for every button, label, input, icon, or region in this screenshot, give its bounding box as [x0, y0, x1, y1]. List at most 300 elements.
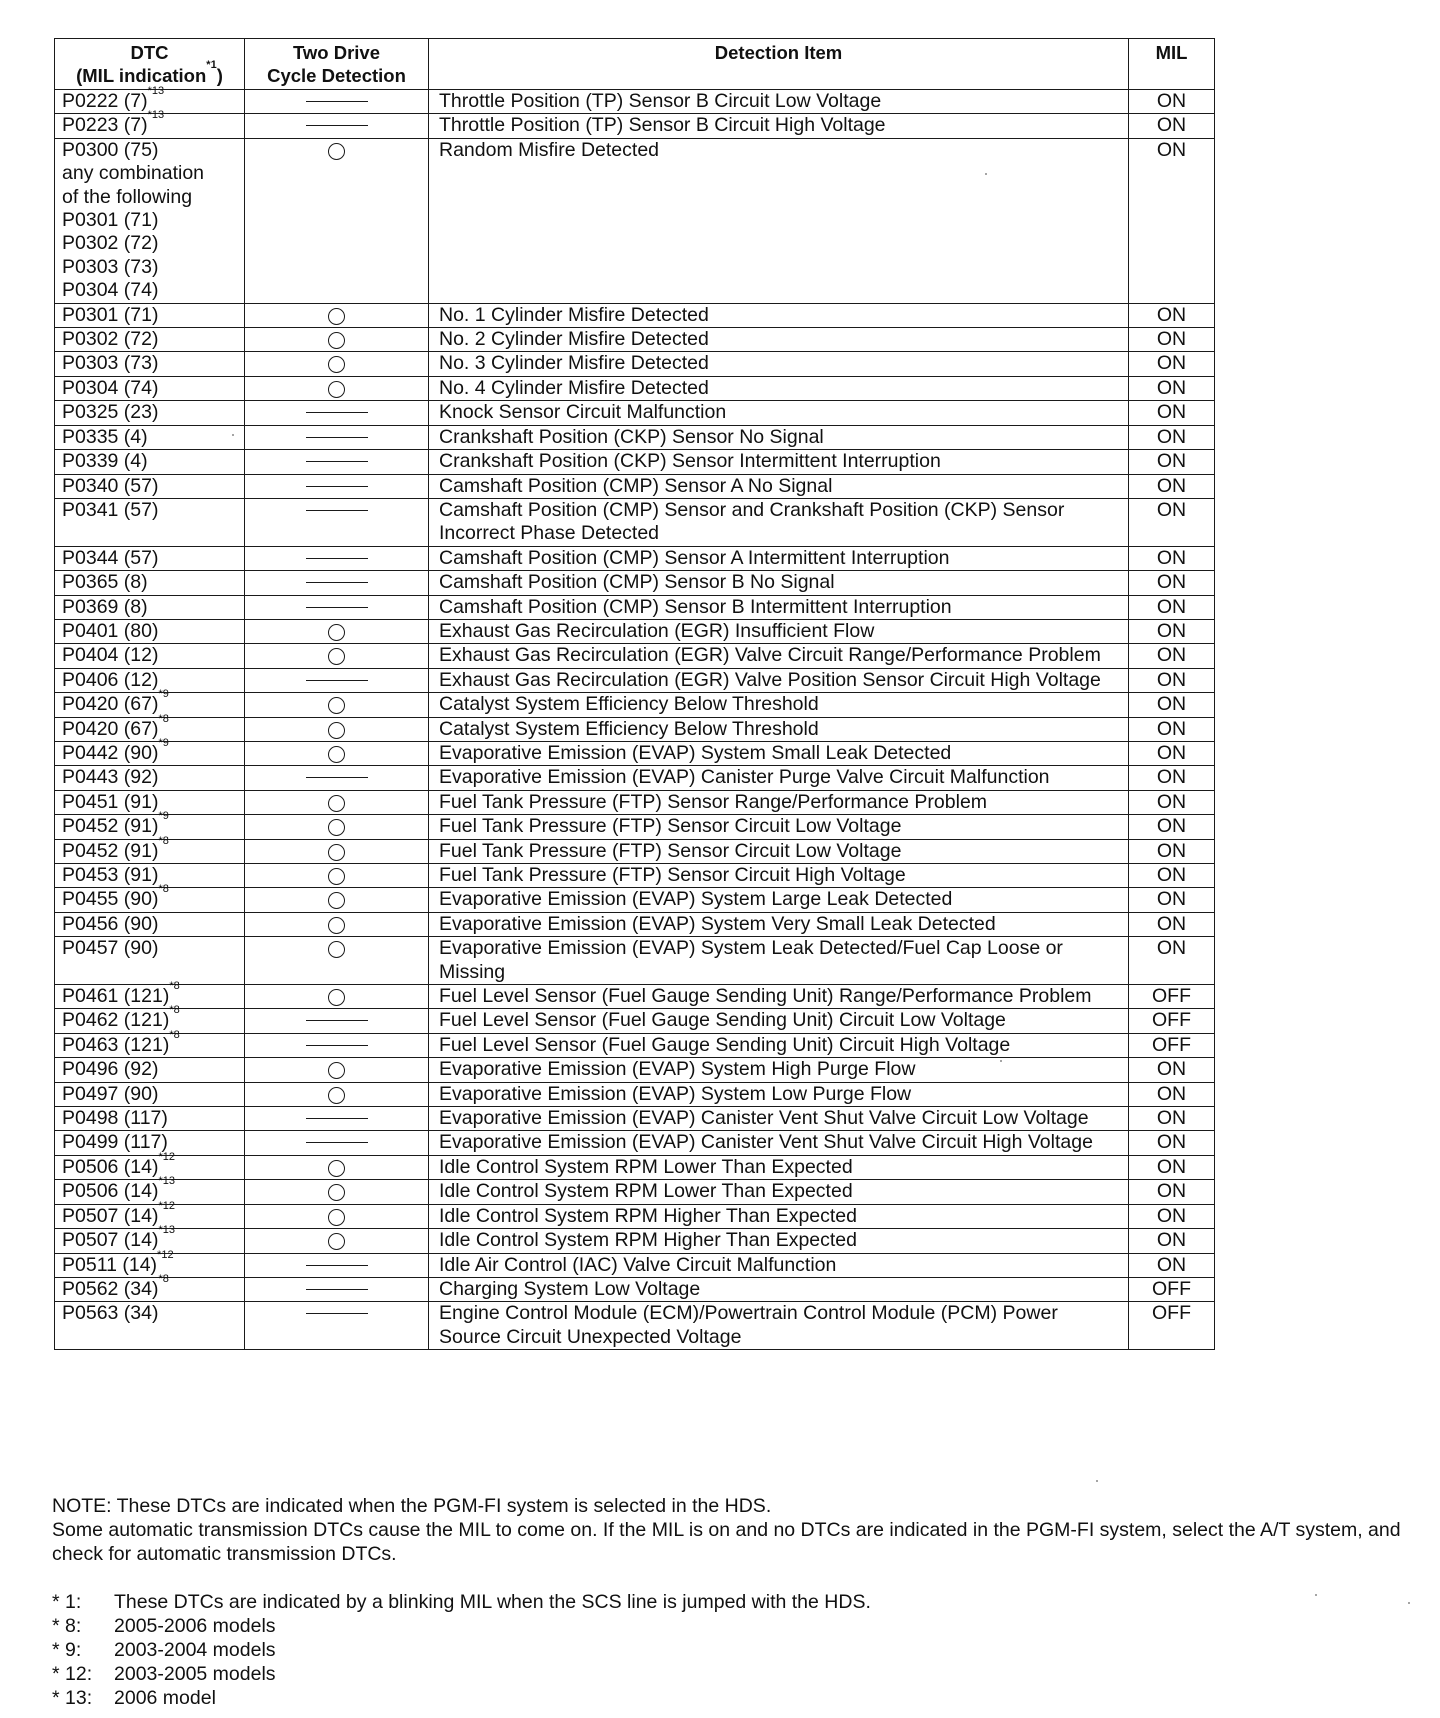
footnote-ref: *13 [158, 1175, 176, 1188]
footnote-text: 2006 model [114, 1687, 216, 1709]
table-row [55, 1058, 1215, 1082]
two-drive-cycle-cell [245, 571, 429, 595]
dash-icon [306, 582, 368, 583]
two-drive-cycle-cell [245, 1253, 429, 1277]
two-drive-cycle-cell [245, 114, 429, 138]
detection-item: Fuel Tank Pressure (FTP) Sensor Circuit Low Voltage [429, 815, 1129, 839]
circle-icon [328, 892, 345, 909]
detection-item: Throttle Position (TP) Sensor B Circuit High Voltage [429, 114, 1129, 138]
two-drive-cycle-cell [245, 888, 429, 912]
footnote-ref: *9 [158, 688, 169, 701]
mil-status: ON [1129, 328, 1215, 352]
dtc-code: P0340 (57) [62, 474, 159, 497]
footnote-ref: *12 [158, 1199, 176, 1212]
table-row [55, 790, 1215, 814]
scan-speck [985, 173, 987, 175]
table-row [55, 571, 1215, 595]
dtc-code-cell [55, 498, 245, 546]
footnote-ref: *8 [158, 1272, 169, 1285]
circle-icon [328, 722, 345, 739]
table-row [55, 985, 1215, 1009]
dtc-code-cell [55, 668, 245, 692]
circle-icon [328, 624, 345, 641]
dash-icon [306, 101, 368, 102]
mil-status: ON [1129, 1131, 1215, 1155]
two-drive-cycle-cell [245, 1058, 429, 1082]
dtc-code-cell [55, 864, 245, 888]
mil-status: ON [1129, 401, 1215, 425]
two-drive-cycle-cell [245, 1155, 429, 1179]
dtc-code-cell [55, 1199, 245, 1228]
two-drive-cycle-cell [245, 401, 429, 425]
dash-icon [306, 1045, 368, 1046]
table-row [55, 741, 1215, 765]
combo-line: P0301 (71) [62, 209, 159, 232]
mil-status: ON [1129, 766, 1215, 790]
table-row [55, 693, 1215, 717]
detection-item: Evaporative Emission (EVAP) Canister Vent Shut Valve Circuit High Voltage [429, 1131, 1129, 1155]
circle-icon [328, 308, 345, 325]
detection-item: Catalyst System Efficiency Below Threshold [429, 717, 1129, 741]
two-drive-cycle-cell [245, 595, 429, 619]
dtc-code-cell [55, 766, 245, 790]
two-drive-cycle-cell [245, 937, 429, 985]
header-detection-item: Detection Item [429, 39, 1129, 90]
dtc-code: P0344 (57) [62, 546, 159, 569]
mil-status: OFF [1129, 1033, 1215, 1057]
detection-item: Evaporative Emission (EVAP) System Very Small Leak Detected [429, 912, 1129, 936]
circle-icon [328, 381, 345, 398]
detection-item: No. 4 Cylinder Misfire Detected [429, 376, 1129, 400]
detection-item: Idle Control System RPM Lower Than Expected [429, 1155, 1129, 1179]
table-row [55, 888, 1215, 912]
circle-icon [328, 819, 345, 836]
table-row [55, 1277, 1215, 1301]
footnote-ref: *12 [158, 1150, 176, 1163]
dash-icon [306, 412, 368, 413]
dtc-code: P0369 (8) [62, 595, 148, 618]
dtc-code-cell [55, 376, 245, 400]
dtc-code: P0451 (91) [62, 790, 159, 813]
dtc-code: P0365 (8) [62, 571, 148, 594]
footnote-text: These DTCs are indicated by a blinking MIL when the SCS line is jumped with the HDS. [114, 1591, 871, 1613]
detection-item: Idle Control System RPM Higher Than Expected [429, 1204, 1129, 1228]
table-row [55, 425, 1215, 449]
two-drive-cycle-cell [245, 138, 429, 303]
dtc-code: P0452 (91) [62, 839, 159, 862]
dtc-code: P0562 (34) [62, 1277, 159, 1300]
dtc-code: P0462 (121) [62, 1009, 170, 1032]
table-row [55, 303, 1215, 327]
footnote-ref: *9 [158, 810, 169, 823]
dtc-code-cell [55, 1302, 245, 1350]
dtc-code-cell [55, 1028, 245, 1057]
mil-status: ON [1129, 114, 1215, 138]
table-row [55, 1082, 1215, 1106]
circle-icon [328, 989, 345, 1006]
detection-item: Knock Sensor Circuit Malfunction [429, 401, 1129, 425]
table-row [55, 1253, 1215, 1277]
mil-status: ON [1129, 498, 1215, 546]
footnote-ref: *13 [147, 109, 165, 122]
table-row [55, 717, 1215, 741]
detection-item: No. 1 Cylinder Misfire Detected [429, 303, 1129, 327]
detection-item: Evaporative Emission (EVAP) System High Purge Flow [429, 1058, 1129, 1082]
combo-line: P0304 (74) [62, 279, 159, 302]
footnote-ref: *13 [147, 85, 165, 97]
detection-item: Evaporative Emission (EVAP) System Large Leak Detected [429, 888, 1129, 912]
dtc-code: P0302 (72) [62, 328, 159, 351]
detection-item: Exhaust Gas Recirculation (EGR) Valve Circuit Range/Performance Problem [429, 644, 1129, 668]
dash-icon [306, 486, 368, 487]
dtc-code-cell [55, 595, 245, 619]
table-row [55, 668, 1215, 692]
dtc-code-cell [55, 912, 245, 936]
dtc-code: P0455 (90) [62, 888, 159, 911]
header-dtc [55, 39, 245, 90]
combo-line: any combination [62, 162, 205, 185]
dtc-code-cell [55, 1131, 245, 1155]
dtc-code-cell [55, 1248, 245, 1277]
detection-item: Camshaft Position (CMP) Sensor B Intermittent Interruption [429, 595, 1129, 619]
circle-icon [328, 941, 345, 958]
dtc-code-cell [55, 712, 245, 741]
circle-icon [328, 844, 345, 861]
footnote-ref: *12 [157, 1248, 174, 1261]
mil-status: ON [1129, 912, 1215, 936]
table-row [55, 1009, 1215, 1033]
combo-line: of the following [62, 185, 193, 208]
dtc-code-cell [55, 401, 245, 425]
detection-item: Evaporative Emission (EVAP) System Low Purge Flow [429, 1082, 1129, 1106]
mil-status: ON [1129, 1204, 1215, 1228]
detection-item: Fuel Tank Pressure (FTP) Sensor Circuit High Voltage [429, 864, 1129, 888]
table-row [55, 864, 1215, 888]
two-drive-cycle-cell [245, 90, 429, 114]
dtc-code: P0507 (14) [62, 1204, 159, 1227]
detection-item: Idle Control System RPM Higher Than Expected [429, 1229, 1129, 1253]
two-drive-cycle-cell [245, 1009, 429, 1033]
mil-status: ON [1129, 450, 1215, 474]
two-drive-cycle-cell [245, 328, 429, 352]
footnote-ref: *8 [169, 1004, 180, 1017]
mil-status: OFF [1129, 985, 1215, 1009]
detection-item: Crankshaft Position (CKP) Sensor Intermittent Interruption [429, 450, 1129, 474]
mil-status: ON [1129, 376, 1215, 400]
table-row [55, 815, 1215, 839]
footnote-ref: *13 [158, 1224, 176, 1237]
detection-item: Random Misfire Detected [429, 138, 1129, 303]
mil-status: ON [1129, 425, 1215, 449]
two-drive-cycle-cell [245, 864, 429, 888]
note-line-1: NOTE: These DTCs are indicated when the PGM-FI system is selected in the HDS. [52, 1495, 772, 1517]
two-drive-cycle-cell [245, 619, 429, 643]
detection-item: Throttle Position (TP) Sensor B Circuit Low Voltage [429, 90, 1129, 114]
mil-status: ON [1129, 937, 1215, 985]
two-drive-cycle-cell [245, 668, 429, 692]
dtc-code-cell [55, 937, 245, 985]
scan-speck [232, 434, 234, 436]
circle-icon [328, 917, 345, 934]
dtc-table-body [55, 85, 1215, 1350]
dash-icon [306, 777, 368, 778]
detection-item: Engine Control Module (ECM)/Powertrain Control Module (PCM) Power Source Circuit Unexpected Voltage [429, 1302, 1129, 1350]
scan-speck [1000, 1060, 1002, 1062]
dtc-code: P0461 (121) [62, 985, 170, 1008]
mil-status: ON [1129, 693, 1215, 717]
table-row [55, 328, 1215, 352]
mil-status: ON [1129, 839, 1215, 863]
dtc-code: P0511 (14) [62, 1253, 158, 1276]
dash-icon [306, 558, 368, 559]
two-drive-cycle-cell [245, 474, 429, 498]
footnote-ref: *8 [169, 1028, 180, 1041]
dash-icon [306, 1265, 368, 1266]
two-drive-cycle-cell [245, 498, 429, 546]
two-drive-cycle-cell [245, 1082, 429, 1106]
mil-status: ON [1129, 790, 1215, 814]
footnote-text: 2005-2006 models [114, 1615, 276, 1637]
mil-status: ON [1129, 717, 1215, 741]
dtc-code-cell [55, 790, 245, 814]
mil-status: ON [1129, 1082, 1215, 1106]
footnote-key: * 1: [52, 1591, 82, 1613]
table-row [55, 450, 1215, 474]
two-drive-cycle-cell [245, 1180, 429, 1204]
dtc-code-cell [55, 352, 245, 376]
mil-status: ON [1129, 1180, 1215, 1204]
dtc-code: P0404 (12) [62, 644, 159, 667]
mil-status: OFF [1129, 1277, 1215, 1301]
dtc-code-cell [55, 834, 245, 863]
circle-icon [328, 648, 345, 665]
two-drive-cycle-cell [245, 450, 429, 474]
dtc-code-cell [55, 1082, 245, 1106]
header-dtc-subtitle: (MIL indication [76, 65, 207, 86]
dash-icon [306, 1142, 368, 1143]
two-drive-cycle-cell [245, 790, 429, 814]
dtc-code: P0496 (92) [62, 1058, 159, 1081]
mil-status: ON [1129, 619, 1215, 643]
mil-status: ON [1129, 1253, 1215, 1277]
dtc-code-cell [55, 138, 245, 303]
footnote-key: * 12: [52, 1663, 93, 1685]
header-mil: MIL [1129, 39, 1215, 90]
two-drive-cycle-cell [245, 1131, 429, 1155]
dtc-code-cell [55, 1175, 245, 1204]
two-drive-cycle-cell [245, 693, 429, 717]
detection-item: Evaporative Emission (EVAP) System Small Leak Detected [429, 741, 1129, 765]
dash-icon [306, 1289, 368, 1290]
combo-line: P0302 (72) [62, 232, 159, 255]
dtc-code-cell [55, 1272, 245, 1301]
circle-icon [328, 143, 345, 160]
header-dtc-title: DTC [130, 42, 169, 63]
circle-icon [328, 795, 345, 812]
dtc-code: P0507 (14) [62, 1229, 159, 1252]
dtc-code-cell [55, 883, 245, 912]
table-row [55, 1302, 1215, 1350]
circle-icon [328, 1087, 345, 1104]
dtc-code-cell [55, 328, 245, 352]
dtc-code-cell [55, 1150, 245, 1179]
detection-item: Charging System Low Voltage [429, 1277, 1129, 1301]
table-row [55, 401, 1215, 425]
table-row [55, 376, 1215, 400]
dtc-code-cell [55, 1107, 245, 1131]
footnote-ref: *8 [158, 834, 169, 847]
dtc-table [54, 38, 1215, 1350]
dtc-code-cell [55, 1004, 245, 1033]
dtc-code-cell [55, 1224, 245, 1253]
detection-item: Catalyst System Efficiency Below Threshold [429, 693, 1129, 717]
dtc-code-cell [55, 688, 245, 717]
table-row [55, 546, 1215, 570]
circle-icon [328, 746, 345, 763]
dtc-code: P0223 (7) [62, 114, 148, 137]
two-drive-cycle-cell [245, 912, 429, 936]
table-row [55, 1180, 1215, 1204]
dtc-code: P0339 (4) [62, 450, 148, 473]
two-drive-cycle-cell [245, 1107, 429, 1131]
dash-icon [306, 1313, 368, 1314]
dtc-code-cell [55, 474, 245, 498]
dtc-code: P0401 (80) [62, 619, 159, 642]
header-cycle-title: Two Drive [292, 42, 381, 63]
detection-item: No. 2 Cylinder Misfire Detected [429, 328, 1129, 352]
two-drive-cycle-cell [245, 1302, 429, 1350]
detection-item: Idle Control System RPM Lower Than Expected [429, 1180, 1129, 1204]
mil-status: ON [1129, 888, 1215, 912]
table-row [55, 1033, 1215, 1057]
dtc-code: P0300 (75) [62, 138, 159, 161]
dtc-code: P0335 (4) [62, 425, 148, 448]
two-drive-cycle-cell [245, 644, 429, 668]
footnotes-list [52, 1590, 871, 1710]
mil-status: ON [1129, 668, 1215, 692]
table-row [55, 619, 1215, 643]
circle-icon [328, 1209, 345, 1226]
two-drive-cycle-cell [245, 741, 429, 765]
dtc-code-cell [55, 644, 245, 668]
dtc-code-cell [55, 109, 245, 138]
two-drive-cycle-cell [245, 1033, 429, 1057]
circle-icon [328, 332, 345, 349]
table-row [55, 912, 1215, 936]
two-drive-cycle-cell [245, 985, 429, 1009]
dtc-code: P0499 (117) [62, 1131, 168, 1154]
dtc-code: P0452 (91) [62, 815, 159, 838]
two-drive-cycle-cell [245, 839, 429, 863]
table-header-row [55, 39, 1215, 90]
dtc-code-cell [55, 619, 245, 643]
table-row [55, 595, 1215, 619]
dtc-code: P0420 (67) [62, 717, 159, 740]
detection-item: Evaporative Emission (EVAP) Canister Vent Shut Valve Circuit Low Voltage [429, 1107, 1129, 1131]
two-drive-cycle-cell [245, 352, 429, 376]
dtc-code-cell [55, 736, 245, 765]
dtc-code: P0456 (90) [62, 912, 159, 935]
footnote-item [52, 1590, 871, 1614]
notes-section [52, 1494, 1432, 1566]
dtc-code-cell [55, 1058, 245, 1082]
dtc-code: P0303 (73) [62, 352, 159, 375]
dtc-code: P0463 (121) [62, 1033, 170, 1056]
mil-status: ON [1129, 1058, 1215, 1082]
dash-icon [306, 607, 368, 608]
mil-status: ON [1129, 571, 1215, 595]
mil-status: ON [1129, 815, 1215, 839]
dtc-code-cell [55, 546, 245, 570]
two-drive-cycle-cell [245, 303, 429, 327]
table-row [55, 1131, 1215, 1155]
mil-status: ON [1129, 1229, 1215, 1253]
dtc-code-cell [55, 425, 245, 449]
detection-item: Camshaft Position (CMP) Sensor B No Signal [429, 571, 1129, 595]
dtc-code-cell [55, 303, 245, 327]
table-row [55, 644, 1215, 668]
footnote-ref: *8 [158, 883, 169, 896]
dtc-code: P0341 (57) [62, 498, 159, 521]
mil-status: ON [1129, 595, 1215, 619]
footnote-key: * 8: [52, 1615, 82, 1637]
dash-icon [306, 437, 368, 438]
table-row [55, 114, 1215, 138]
dtc-document [54, 38, 1214, 1350]
detection-item: Fuel Level Sensor (Fuel Gauge Sending Unit) Circuit Low Voltage [429, 1009, 1129, 1033]
dtc-code: P0457 (90) [62, 937, 159, 960]
detection-item: Camshaft Position (CMP) Sensor A Intermittent Interruption [429, 546, 1129, 570]
two-drive-cycle-cell [245, 1229, 429, 1253]
footnote-text: 2003-2005 models [114, 1663, 276, 1685]
dash-icon [306, 461, 368, 462]
circle-icon [328, 1160, 345, 1177]
circle-icon [328, 868, 345, 885]
footnote-ref: *8 [158, 712, 169, 725]
header-dtc-footnote-ref: *1 [206, 59, 217, 71]
mil-status: ON [1129, 1107, 1215, 1131]
circle-icon [328, 356, 345, 373]
header-two-drive-cycle [245, 39, 429, 90]
combo-line: P0303 (73) [62, 255, 159, 278]
table-row [55, 90, 1215, 114]
detection-item: Camshaft Position (CMP) Sensor A No Signal [429, 474, 1129, 498]
two-drive-cycle-cell [245, 546, 429, 570]
dash-icon [306, 125, 368, 126]
footnote-key: * 13: [52, 1687, 93, 1709]
dtc-code: P0420 (67) [62, 693, 159, 716]
mil-status: ON [1129, 546, 1215, 570]
mil-status: ON [1129, 352, 1215, 376]
dash-icon [306, 680, 368, 681]
table-row [55, 498, 1215, 546]
table-row [55, 1229, 1215, 1253]
detection-item: Camshaft Position (CMP) Sensor and Crankshaft Position (CKP) Sensor Incorrect Phase Detected [429, 498, 1129, 546]
detection-item: Fuel Tank Pressure (FTP) Sensor Range/Performance Problem [429, 790, 1129, 814]
circle-icon [328, 1184, 345, 1201]
mil-status: ON [1129, 90, 1215, 114]
dtc-code: P0325 (23) [62, 401, 159, 424]
dtc-code-cell [55, 810, 245, 839]
dtc-code: P0453 (91) [62, 864, 159, 886]
mil-status: ON [1129, 644, 1215, 668]
footnote-text: 2003-2004 models [114, 1639, 276, 1661]
dtc-code: P0506 (14) [62, 1180, 159, 1203]
detection-item: Crankshaft Position (CKP) Sensor No Signal [429, 425, 1129, 449]
mil-status: ON [1129, 303, 1215, 327]
dtc-code-cell [55, 450, 245, 474]
detection-item: Fuel Level Sensor (Fuel Gauge Sending Unit) Range/Performance Problem [429, 985, 1129, 1009]
